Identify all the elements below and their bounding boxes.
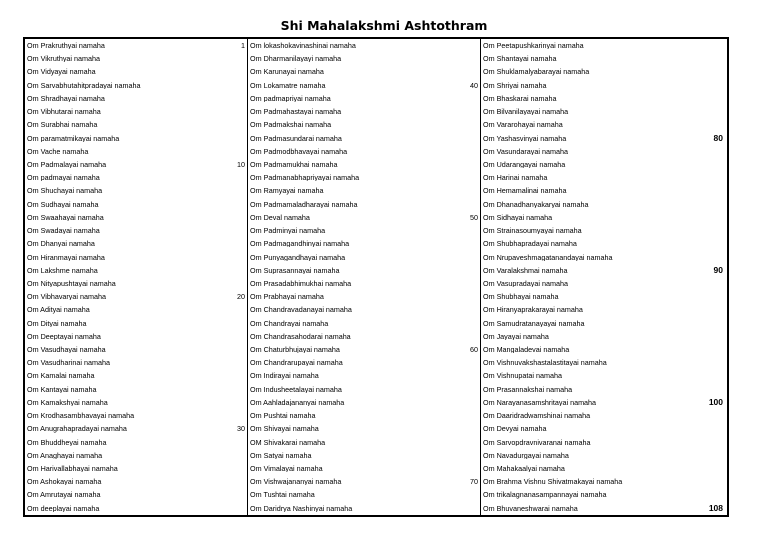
list-item: [25, 356, 247, 369]
mantra-text: Om Mahakaalyai namaha: [483, 465, 565, 473]
mantra-text: Om Karunayai namaha: [250, 68, 324, 76]
list-item: [25, 369, 247, 382]
list-item: [481, 237, 727, 250]
list-item: [248, 39, 480, 52]
list-item: [25, 118, 247, 131]
list-item: [481, 171, 727, 184]
mantra-text: Om Bhuvaneshwarai namaha: [483, 504, 578, 512]
mantra-text: Om Bhaskarai namaha: [483, 94, 557, 103]
mantra-text: Om trikalagnanasampannayai namaha: [483, 491, 607, 499]
mantra-text: Om Vasudharinai namaha: [27, 359, 110, 367]
mantra-text: Om Padmakshai namaha: [250, 121, 332, 129]
mantra-text: Om Ashokayai namaha: [27, 478, 102, 486]
mantra-text: Om Vasudhayai namaha: [27, 346, 106, 354]
mantra-text: Om Punyagandhayai namaha: [250, 253, 346, 261]
list-item: [481, 184, 727, 197]
list-item: [481, 251, 727, 264]
page-title: Shi Mahalakshmi Ashtothram: [280, 18, 488, 33]
mantra-text: Om Hemamalinai namaha: [483, 187, 567, 195]
mantra-text: Om Harinai namaha: [483, 174, 548, 182]
list-item: [248, 158, 480, 171]
list-item: [25, 92, 247, 105]
list-item: [25, 303, 247, 316]
list-item: [481, 224, 727, 237]
mantra-text: Om Prakruthyai namaha: [27, 42, 105, 50]
mantra-text: Om Mangaladevai namaha: [483, 346, 570, 354]
mantra-text: Om Hiranmayai namaha: [27, 253, 105, 261]
mantra-text: Om Navadurgayai namaha: [483, 451, 569, 459]
list-item: [248, 330, 480, 343]
mantra-text: Om Shradhayai namaha: [27, 94, 105, 103]
mantra-text: Om Swadayai namaha: [27, 227, 100, 235]
count-number: 90: [713, 265, 723, 276]
list-item: [481, 211, 727, 224]
mantra-text: Om lokashokavinashinai namaha: [250, 42, 356, 50]
mantra-text: Om Padmahastayai namaha: [250, 108, 342, 116]
list-item: [25, 79, 247, 92]
list-item: [248, 264, 480, 277]
list-item: [481, 462, 727, 475]
mantra-text: Om Pushtai namaha: [250, 412, 316, 420]
mantra-text: Om Daridrya Nashinyai namaha: [250, 504, 353, 512]
list-item: [481, 65, 727, 78]
list-item: [25, 198, 247, 211]
mantra-text: Om Sidhayai namaha: [483, 213, 553, 222]
list-item: [25, 39, 247, 52]
list-item: [248, 132, 480, 145]
list-item: [248, 488, 480, 501]
mantra-text: Om Adityai namaha: [27, 306, 90, 314]
list-item: [25, 383, 247, 396]
list-item: [248, 118, 480, 131]
list-item: [25, 237, 247, 250]
mantra-text: Om Bilvanilayayai namaha: [483, 108, 569, 116]
mantra-text: Om Satyai namaha: [250, 451, 312, 459]
count-number: 100: [708, 397, 723, 408]
mantra-text: Om Kamalai namaha: [27, 372, 95, 380]
mantra-text: Om Shriyai namaha: [483, 81, 547, 89]
list-item: [25, 132, 247, 145]
list-item: [481, 436, 727, 449]
mantra-text: Om Suprasannayai namaha: [250, 266, 340, 274]
mantra-text: Om Shantayai namaha: [483, 55, 557, 63]
list-item: [25, 409, 247, 422]
list-item: [481, 422, 727, 435]
mantra-text: Om Shivayai namaha: [250, 425, 319, 433]
mantra-text: Om Vishnuvakshastalastitayai namaha: [483, 359, 607, 367]
list-item: [248, 396, 480, 409]
list-item: [248, 369, 480, 382]
list-item: [248, 52, 480, 65]
mantra-text: Om Indusheetalayai namaha: [250, 385, 342, 393]
list-item: [248, 92, 480, 105]
list-item: [25, 422, 247, 435]
mantra-text: Om Vidyayai namaha: [27, 68, 96, 76]
mantra-text: Om Vararohayai namaha: [483, 121, 563, 129]
count-number: 1: [241, 41, 245, 50]
mantra-text: Om Shuchayai namaha: [27, 187, 103, 195]
mantra-text: Om Shuklamalyabarayai namaha: [483, 68, 590, 76]
list-item: [481, 409, 727, 422]
list-item: [481, 39, 727, 52]
mantra-text: Om Sarvopdravnivaranai namaha: [483, 438, 591, 446]
column-2: [248, 39, 481, 515]
list-item: [25, 343, 247, 356]
list-item: [481, 52, 727, 65]
list-item: [248, 502, 480, 515]
mantra-text: Om Prabhayai namaha: [250, 293, 324, 301]
count-number: 30: [237, 424, 245, 434]
mantra-text: Om Lakshme namaha: [27, 266, 98, 274]
mantra-text: Om Amrutayai namaha: [27, 491, 101, 499]
mantra-text: Om padmayai namaha: [27, 174, 100, 182]
mantra-text: Om padmapriyai namaha: [250, 94, 331, 103]
list-item: [25, 330, 247, 343]
list-item: [248, 356, 480, 369]
mantra-text: Om Prasannakshai namaha: [483, 385, 573, 393]
count-number: 70: [470, 477, 478, 487]
list-item: [25, 488, 247, 501]
mantra-text: Om Vache namaha: [27, 147, 89, 155]
mantra-text: Om Brahma Vishnu Shivatmakayai namaha: [483, 478, 623, 486]
mantra-text: Om deeplayai namaha: [27, 504, 100, 512]
mantra-text: Om Padmagandhinyai namaha: [250, 240, 350, 248]
list-item: [481, 79, 727, 92]
mantra-text: Om Krodhasambhavayai namaha: [27, 412, 135, 420]
mantra-text: Om Kamakshyai namaha: [27, 398, 108, 407]
mantra-text: Om Lokamatre namaha: [250, 81, 326, 89]
list-item: [25, 171, 247, 184]
mantra-text: Om Anugrahapradayai namaha: [27, 425, 127, 433]
mantra-text: Om Surabhai namaha: [27, 121, 98, 129]
mantra-text: Om Padmanabhapriyayai namaha: [250, 174, 360, 182]
list-item: [248, 184, 480, 197]
mantra-text: Om Vasupradayai namaha: [483, 279, 568, 288]
list-item: [481, 343, 727, 356]
list-item: [248, 475, 480, 488]
list-item: [248, 436, 480, 449]
list-item: [248, 343, 480, 356]
count-number: 40: [470, 80, 478, 90]
list-item: [25, 396, 247, 409]
list-item: [248, 462, 480, 475]
list-item: [25, 317, 247, 330]
mantra-text: Om Yashasvinyai namaha: [483, 134, 567, 142]
mantra-text: Om Chandrasahodarai namaha: [250, 332, 351, 341]
list-item: [248, 383, 480, 396]
mantra-text: Om Shubhapradayai namaha: [483, 240, 577, 248]
list-item: [481, 290, 727, 303]
list-item: [481, 303, 727, 316]
mantra-text: Om Vibhutarai namaha: [27, 108, 101, 116]
mantra-text: Om Chandravadanayai namaha: [250, 306, 352, 314]
list-item: [25, 502, 247, 515]
list-item: [481, 383, 727, 396]
mantra-text: Om Padmamukhai namaha: [250, 160, 338, 169]
mantra-text: Om Kantayai namaha: [27, 385, 97, 393]
mantra-text: Om Shubhayai namaha: [483, 293, 559, 301]
mantra-text: Om Tushtai namaha: [250, 491, 315, 499]
list-item: [481, 145, 727, 158]
list-item: [481, 105, 727, 118]
list-item: [248, 224, 480, 237]
mantra-text: Om Padmasundarai namaha: [250, 134, 342, 142]
count-number: 60: [470, 345, 478, 355]
list-item: [25, 105, 247, 118]
list-item: [25, 475, 247, 488]
list-item: [481, 118, 727, 131]
mantra-text: Om Vasundarayai namaha: [483, 147, 568, 155]
list-item: [25, 224, 247, 237]
list-item: [25, 290, 247, 303]
mantra-text: Om Narayanasamshritayai namaha: [483, 398, 597, 407]
list-item: [248, 145, 480, 158]
mantra-text: Om Deeptayai namaha: [27, 332, 101, 341]
mantra-text: Om Prasadabhimukhai namaha: [250, 279, 352, 288]
list-item: [248, 251, 480, 264]
list-item: [481, 158, 727, 171]
list-item: [481, 317, 727, 330]
list-item: [481, 396, 727, 409]
mantra-text: Om Chandrayai namaha: [250, 319, 329, 327]
list-item: [248, 422, 480, 435]
list-item: [481, 475, 727, 488]
list-item: [25, 65, 247, 78]
list-item: [248, 105, 480, 118]
list-item: [25, 277, 247, 290]
list-item: [25, 462, 247, 475]
list-item: [25, 436, 247, 449]
mantra-text: Om Padmalayai namaha: [27, 160, 107, 169]
column-1: [25, 39, 248, 515]
ashtothram-table: [23, 37, 729, 517]
list-item: [248, 171, 480, 184]
mantra-text: Om Vibhavaryai namaha: [27, 293, 106, 301]
list-item: [25, 251, 247, 264]
list-item: [481, 356, 727, 369]
list-item: [481, 132, 727, 145]
mantra-text: Om Sarvabhutahitpradayai namaha: [27, 81, 141, 89]
mantra-text: Om Jayayai namaha: [483, 332, 549, 341]
list-item: [248, 303, 480, 316]
mantra-text: Om Nrupaveshmagatanandayai namaha: [483, 253, 613, 261]
list-item: [481, 264, 727, 277]
mantra-text: Om Padmamaladharayai namaha: [250, 200, 358, 208]
column-3: [481, 39, 727, 515]
count-number: 50: [470, 212, 478, 222]
mantra-text: Om Vishwajananyai namaha: [250, 478, 342, 486]
count-number: 20: [237, 292, 245, 302]
mantra-text: Om Bhuddheyai namaha: [27, 438, 107, 446]
list-item: [481, 330, 727, 343]
mantra-text: Om Padminyai namaha: [250, 227, 326, 235]
mantra-text: Om Daaridradwamshinai namaha: [483, 412, 591, 420]
list-item: [25, 449, 247, 462]
mantra-text: Om Dhanyai namaha: [27, 240, 95, 248]
mantra-text: Om Vishnupatai namaha: [483, 372, 562, 380]
count-number: 108: [708, 503, 723, 514]
mantra-text: Om paramatmikayai namaha: [27, 134, 120, 142]
mantra-text: Om Hiranyaprakarayai namaha: [483, 306, 583, 314]
list-item: [248, 277, 480, 290]
mantra-text: Om Strainasoumyayai namaha: [483, 227, 582, 235]
mantra-text: Om Samudratanayayai namaha: [483, 319, 585, 327]
mantra-text: Om Vikruthyai namaha: [27, 55, 100, 63]
mantra-text: Om Dharmanilayayi namaha: [250, 55, 342, 63]
list-item: [248, 211, 480, 224]
mantra-text: Om Chaturbhujayai namaha: [250, 346, 340, 354]
list-item: [25, 145, 247, 158]
count-number: 80: [713, 132, 723, 143]
mantra-text: Om Harivallabhayai namaha: [27, 465, 118, 473]
list-item: [481, 277, 727, 290]
list-item: [248, 79, 480, 92]
mantra-text: OM Shivakarai namaha: [250, 438, 326, 446]
mantra-text: Om Aahladajananyai namaha: [250, 398, 345, 407]
list-item: [25, 184, 247, 197]
list-item: [25, 158, 247, 171]
mantra-text: Om Sudhayai namaha: [27, 200, 99, 208]
list-item: [481, 198, 727, 211]
mantra-text: Om Chandrarupayai namaha: [250, 359, 343, 367]
list-item: [248, 449, 480, 462]
list-item: [248, 409, 480, 422]
list-item: [248, 65, 480, 78]
mantra-text: Om Vimalayai namaha: [250, 465, 323, 473]
mantra-text: Om Peetapushkarinyai namaha: [483, 42, 584, 50]
mantra-text: Om Ramyayai namaha: [250, 187, 324, 195]
mantra-text: Om Devyai namaha: [483, 425, 547, 433]
mantra-text: Om Padmodbhavayai namaha: [250, 147, 348, 155]
list-item: [248, 290, 480, 303]
list-item: [248, 198, 480, 211]
list-item: [25, 52, 247, 65]
mantra-text: Om Anaghayai namaha: [27, 451, 103, 459]
mantra-text: Om Swaahayai namaha: [27, 213, 104, 222]
mantra-text: Om Varalakshmai namaha: [483, 266, 568, 274]
mantra-text: Om Dhanadhanyakaryai namaha: [483, 200, 589, 208]
mantra-text: Om Udarangayai namaha: [483, 160, 566, 169]
list-item: [481, 502, 727, 515]
list-item: [481, 449, 727, 462]
mantra-text: Om Deval namaha: [250, 213, 310, 222]
list-item: [25, 211, 247, 224]
list-item: [481, 92, 727, 105]
list-item: [481, 369, 727, 382]
list-item: [481, 488, 727, 501]
mantra-text: Om Dityai namaha: [27, 319, 87, 327]
list-item: [25, 264, 247, 277]
count-number: 10: [237, 159, 245, 169]
list-item: [248, 237, 480, 250]
mantra-text: Om Nityapushtayai namaha: [27, 279, 116, 288]
list-item: [248, 317, 480, 330]
mantra-text: Om Indirayai namaha: [250, 372, 319, 380]
